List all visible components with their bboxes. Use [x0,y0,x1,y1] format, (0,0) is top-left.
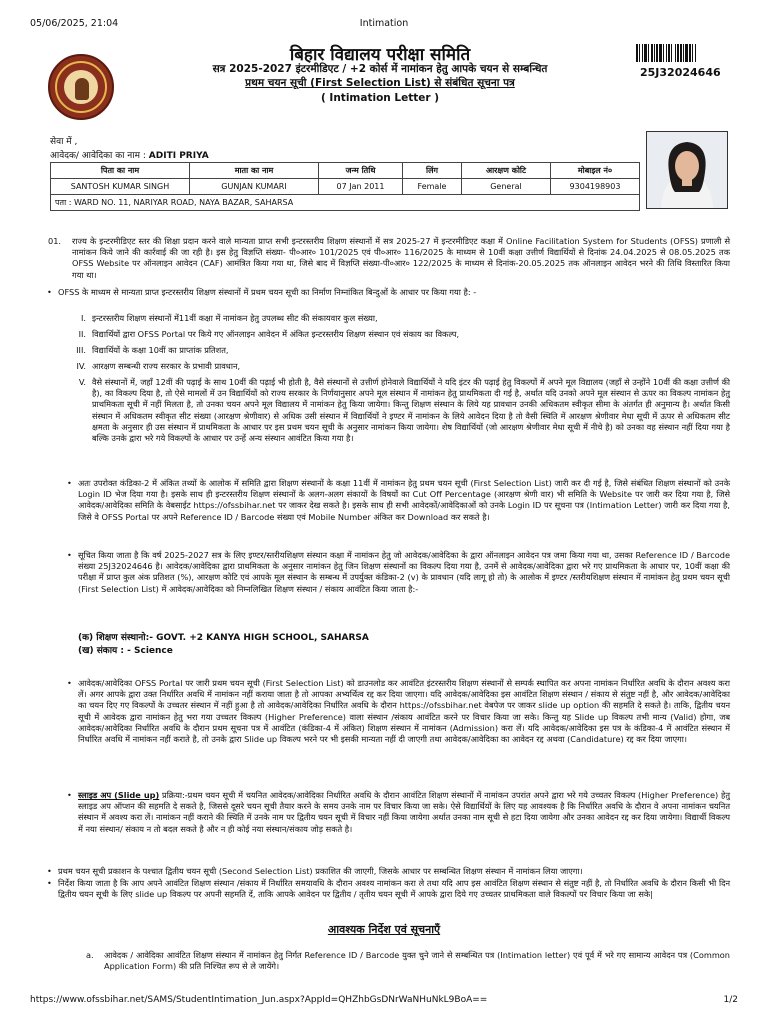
header-gender: लिंग [403,163,462,179]
roman-text: आरक्षण सम्बन्धी राज्य सरकार के प्रभावी प्रावधान, [92,361,241,371]
roman-num: V. [78,377,86,387]
barcode-number: 25J32024646 [640,66,721,79]
allotted-faculty [78,643,173,656]
father-name: SANTOSH KUMAR SINGH [51,179,190,195]
barcode-image [636,44,728,62]
faculty-name: Science [134,646,173,656]
mobile-number: 9304198903 [551,179,640,195]
list-item [58,345,730,356]
slide-up-notice [78,790,730,835]
school-label: (क) शिक्षण संस्थानो:- [78,633,153,643]
address: पता : WARD NO. 11, NARIYAR ROAD, NAYA BAZAR, SAHARSA [51,195,640,211]
print-datetime: 05/06/2025, 21:04 [30,18,119,29]
list-item [58,377,730,467]
direction-notice: • निर्देश किया जाता है कि आप अपने आवंटित शिक्षण संस्थान /संकाय में निर्धारित समयावधि के दौरान अवश्य नामांकन करा ले तथा यदि आप इस आवंटित शिक्षण संस्थान से संतुष्ट नहीं है, तो निर्धारित अवधि के दौरान किसी भी दिन द्वितीय चयन सूची के लिए slide up विकल्प पर अपनी सहमति दें, ताकि आपके आवेदन पर द्वितीय / तृतीय चयन सूची में आपके द्वारा दिये गए उच्चतर प्राथमिकता वाले विकल्पों पर विचार किया जा सके| [58,878,730,900]
print-title: Intimation [359,18,409,29]
roman-text: इन्टरस्तरीय शिक्षण संस्थानों में11वीं कक्षा में नामांकन हेतु उपलब्ध सीट की संकायवार कुल संख्या, [92,313,378,323]
faculty-label: (ख) संकाय : - [78,646,131,656]
selection-list-line: प्रथम चयन सूची (First Selection List) से संबंधित सूचना पत्र [245,77,515,89]
roman-text: वैसे संस्थानों में, जहाँ 12वीं की पढ़ाई के साथ 10वीं की पढ़ाई भी होती है, वैसे संस्थानों से उत्तीर्ण होनेवाले विद्यार्थियों ने यदि इंटर की पढ़ाई हेतु विकल्पों में अपने मूल विद्यालय (जहाँ से उन्होंने 10वीं की कक्षा उत्तीर्ण की है), का विकल्प दिया है, तो ऐसे मामलों में उन विद्यार्थियों को राज्य सरकार के निर्णयानुसार अपने मूल संस्थान में नामांकन हेतु प्राथमिकता दी गई है, अर्थात यदि उनको अपने मूल संस्थान से ऊपर का विकल्प नामांकन हेतु प्राथमिकता सूची में नहीं मिलता है, तो उनका चयन अपने मूल विद्यालय में नामांकन हेतु किया जायेगा। किन्तु शिक्षण संस्थान के लिये यह प्रावधान उनकी अधिकतम स्वीकृत सीमा के अंतर्गत ही अनुमान्य है। अर्थात किसी संस्थान में अधिकतम स्वीकृत सीट संख्या (आरक्षण श्रेणीवार) से अधिक उसी संस्थान में विद्यार्थियों ने इण्टर में नामांकन के लिये आवेदन दिया है तो वैसी स्थिति में आरक्षण श्रेणीवार मेधा सूची में ऊपर से अधिकतम सीट क्षमता के अनुसार ही उस संस्थान में प्राथमिकता के आधार पर इस प्रथम चयन सूची के अनुसार नामांकन किया जायेगा। शेष विद्यार्थियों (जो आरक्षण श्रेणीवार मेधा सूची में नीचे है) को उनका वह संस्थान नहीं दिया गया है बल्कि उनके द्वारा भरे गये विकल्पों के आधार पर उन्हें अन्य संस्थान आवंटित किया गया है। [92,377,730,444]
roman-text: विद्यार्थियों द्वारा OFSS Portal पर किये गए ऑनलाइन आवेदन में अंकित इन्टरस्तरीय शिक्षण संस्थान एवं संकाय का विकल्प, [92,329,460,339]
first-selection-notice: • अतः उपरोक्त कंडिका-2 में अंकित तथ्यों के आलोक में समिति द्वारा शिक्षण संस्थानों के कक्षा 11वीं में नामांकन हेतु प्रथम चयन सूची (First Selection List) जारी कर दी गई है, जिसे संबंधित शिक्षण संस्थानों को उनके Login ID भेज दिया गया है। इसके साथ ही इन्टरस्तरीय शिक्षण संस्थानों के अलग-अलग संकायों के विषयों का Cut Off Percentage (आरक्षण श्रेणी वार) भी समिति के Website पर जारी कर दिया गया है, जिसे आवेदक/आवेदिका समिति के वेबसाईट https://ofssbihar.net पर जाकर देख सकते है। इसके साथ ही सभी आवेदकों/आवेदिकाओं को उनके Login ID पर सूचना पत्र (Intimation Letter) जारी कर दिया गया है, जिसे वे OFSS Portal पर अपने Reference ID / Barcode संख्या एवं Mobile Number अंकित कर Download कर सकते है। [78,478,730,523]
page-number: 1/2 [723,995,738,1005]
print-header [30,18,738,30]
roman-num: III. [76,345,86,355]
allotment-notice: • सूचित किया जाता है कि वर्ष 2025-2027 सत्र के लिए इण्टर/स्तरीयशिक्षण संस्थान कक्षा में नामांकन हेतु जो आवेदक/आवेदिका के द्वारा ऑनलाइन आवेदन पत्र जमा किया गया था, उसका Reference ID / Barcode संख्या 25J32024646 है। आवेदक/आवेदिका द्वारा प्राथमिकता के अनुसार नामांकन हेतु जिन शिक्षण संस्थानों का विकल्प दिया गया है, उनमें से आवेदक/आवेदिका द्वारा भरे गए प्राथमिकता के आधार पर, 10वीं कक्षा की परीक्षा में प्राप्त कुल अंक प्रतिशत (%), आरक्षण कोटि एवं आपके मूल संस्थान के सम्बन्ध में उपर्युक्त कंडिका-2 (v) के प्रावधान (यदि लागू हो तो) के आलोक में इण्टर /स्तरीयशिक्षण संस्थान में नामांकन हेतु प्रथम चयन सूची (First Selection List) में आवेदक/आवेदिका को निम्नलिखित शिक्षण संस्थान / संकाय आवंटित किया जाता है:- [78,550,730,595]
applicant-photo [646,131,728,209]
ofss-intro: • OFSS के माध्यम से मान्यता प्राप्त इन्टरस्तरीय शिक्षण संस्थानों में प्रथम चयन सूची का निर्माण निम्नांकित बिन्दुओं के आधार पर किया गया है: - [58,287,730,298]
applicant-name-line [50,148,209,161]
roman-num: I. [80,313,86,323]
table-row [51,179,640,195]
second-list-notice: • प्रथम चयन सूची प्रकाशन के पश्चात द्वितीय चयन सूची (Second Selection List) प्रकाशित की जाएगी, जिसके आधार पर सम्बन्धित शिक्षण संस्थान में नामांकन लिया जाएगा। [58,866,730,877]
org-title: बिहार विद्यालय परीक्षा समिति [289,45,471,65]
slide-up-heading: स्लाइड अप (Slide up) [78,790,160,800]
ofss-portal-notice: • आवेदक/आवेदिका OFSS Portal पर जारी प्रथम चयन सूची (First Selection List) को डाउनलोड कर आवंटित इंटरस्तरीय शिक्षण संस्थानों से सम्पर्क स्थापित कर अपना नामांकन निर्धारित अवधि के दौरान अवश्य करा लें। अगर आपके द्वारा उक्त निर्धारित अवधि में नामांकन नहीं कराया जाता है तो आपका अभ्यर्थित्व रद्द कर दिया जाएगा। यदि आवेदक/आवेदिका इस आवंटित शिक्षण संस्थान / संकाय से संतुष्ट नहीं है, और आवेदक/आवेदिका का चयन दिए गए विकल्पों के उच्चतर संस्थान में नहीं हुआ है तो आवेदक/आवेदिका निर्धारित अवधि के दौरान https://ofssbihar.net वेबपेज पर जाकर slide up option की सहमति दे सकते है। ताकि, द्वितीय चयन सूची में आवेदक द्वारा नामांकन हेतु भरा गया उच्चतर विकल्प (Higher Preference) वाला संस्थान /संकाय आवंटित करने पर विचार किया जा सके। किन्तु यह Slide up विकल्प तभी मान्य (Valid) होगा, जब आवेदक/आवेदिका निर्धारित अवधि के दौरान प्रथम सूचना पत्र में आवंटित (कंडिका-4 में अंकित) शिक्षण संस्थान में नामांकन (Admission) करा लें। यदि आवेदक/आवेदिका इस पत्र के कंडिका-4 में आवंटित संस्थान में निर्धारित अवधि में नामांकन नहीं कराते है, तो उनके द्वारा Slide up विकल्प भरने पर भी इसकी मान्यता नहीं दी जाएगी तथा आवेदक/आवेदिका का आवेदन रद्द अथवा (Candidature) रद्द कर दिया जाएगा। [78,678,730,745]
allotted-school [78,630,369,643]
session-line: सत्र 2025-2027 इंटरमीडिएट / +2 कोर्स में नामांकन हेतु आपके चयन से सम्बन्धित [212,63,548,75]
table-header-row [51,163,640,179]
greeting: सेवा में , [50,137,78,147]
instructions-title: आवश्यक निर्देश एवं सूचनाएँ [327,923,441,936]
address-row [51,195,640,211]
header-dob: जन्म तिथि [319,163,403,179]
applicant-info-table [50,162,640,211]
roman-num: IV. [76,361,86,371]
header-father: पिता का नाम [51,163,190,179]
header-mobile: मोबाइल नं० [551,163,640,179]
page-url: https://www.ofssbihar.net/SAMS/StudentIntimation_Jun.aspx?AppId=QHZhbGsDNrWaNHuNkL9BoA== [30,995,488,1005]
reservation-category: General [462,179,551,195]
roman-num: II. [78,329,86,339]
header-mother: माता का नाम [190,163,319,179]
instruction-a-text: आवेदक / आवेदिका आवंटित शिक्षण संस्थान में नामांकन हेतु निर्गत Reference ID / Barcode युक्त चुने जाने से सम्बन्धित पत्र (Intimation letter) एवं पूर्व में भरे गए सामान्य आवेदन पत्र (Common Application Form) की प्रति निश्चित रूप से ले जायेंगे। [104,950,730,972]
applicant-label: आवेदक/ आवेदिका का नाम : [50,151,146,161]
list-item [58,313,730,324]
mother-name: GUNJAN KUMARI [190,179,319,195]
applicant-name: ADITI PRIYA [148,151,209,161]
school-name: GOVT. +2 KANYA HIGH SCHOOL, SAHARSA [156,633,369,643]
para-01-text: राज्य के इन्टरमीडिएट स्तर की शिक्षा प्रदान करने वाले मान्यता प्राप्त सभी इन्टरस्तरीय शिक्षण संस्थानों में सत्र 2025-27 में इन्टरमीडिएट कक्षा में Online Facilitation System for Students (OFSS) प्रणाली से नामांकन किये जाने की कार्रवाई की जा रही है। इस हेतु विज्ञप्ति संख्या- पी०आर० 101/2025 एवं पी०आर० 116/2025 के माध्यम से 10वीं कक्षा उत्तीर्ण विद्यार्थियों से दिनांक 24.04.2025 से 08.05.2025 तक OFSS Website पर ऑनलाइन आवेदन (CAF) आमंत्रित किया गया था, जिसे बाद में विज्ञप्ति संख्या-पी०आर० 122/2025 के माध्यम से दिनांक-20.05.2025 तक ऑनलाइन आवेदन भरने की तिथि विस्तारित किया गया था। [72,236,730,280]
gender: Female [403,179,462,195]
print-footer [30,995,738,1005]
bseb-logo-seal [48,54,114,120]
letter-type: ( Intimation Letter ) [320,92,440,104]
slide-up-text: प्रक्रिया:-प्रथम चयन सूची में चयनित आवेदक/आवेदिका निर्धारित अवधि के दौरान आवंटित शिक्षण संस्थानों में नामांकन उपरांत अपने द्वारा भरे गये उच्चतर विकल्प (Higher Preference) हेतु स्लाइड अप ऑप्शन की सहमति दे सकते है, जिससे दूसरे चयन सूची तैयार करने के समय उनके नाम पर विचार किया जा सके। ऐसे विद्यार्थियों के लिए यह आवश्यक है कि निर्धारित अवधि के दौरान वे अपना नामांकन चयनित संस्थान में अवश्य करा लें। नामांकन नहीं कराने की स्थिति में उनके नाम पर द्वितीय चयन सूची में विचार नहीं किया जायेगा अर्थात उनका नाम सूची से हटा दिया जायेगा और उनका आवेदन रद्द कर दिया जायेगा। विद्यार्थी विकल्प में नया संस्थान/ संकाय न तो बदल सकते है और न ही कोई नया संस्थान/संकाय जोड़ सकते है। [78,790,731,834]
para-number: 01. [48,236,62,246]
roman-text: विद्यार्थियों के कक्षा 10वीं का प्राप्तांक प्रतिशत, [92,345,229,355]
list-item [58,329,730,340]
list-item [58,361,730,372]
instruction-letter: a. [86,950,94,960]
date-of-birth: 07 Jan 2011 [319,179,403,195]
header-category: आरक्षण कोटि [462,163,551,179]
